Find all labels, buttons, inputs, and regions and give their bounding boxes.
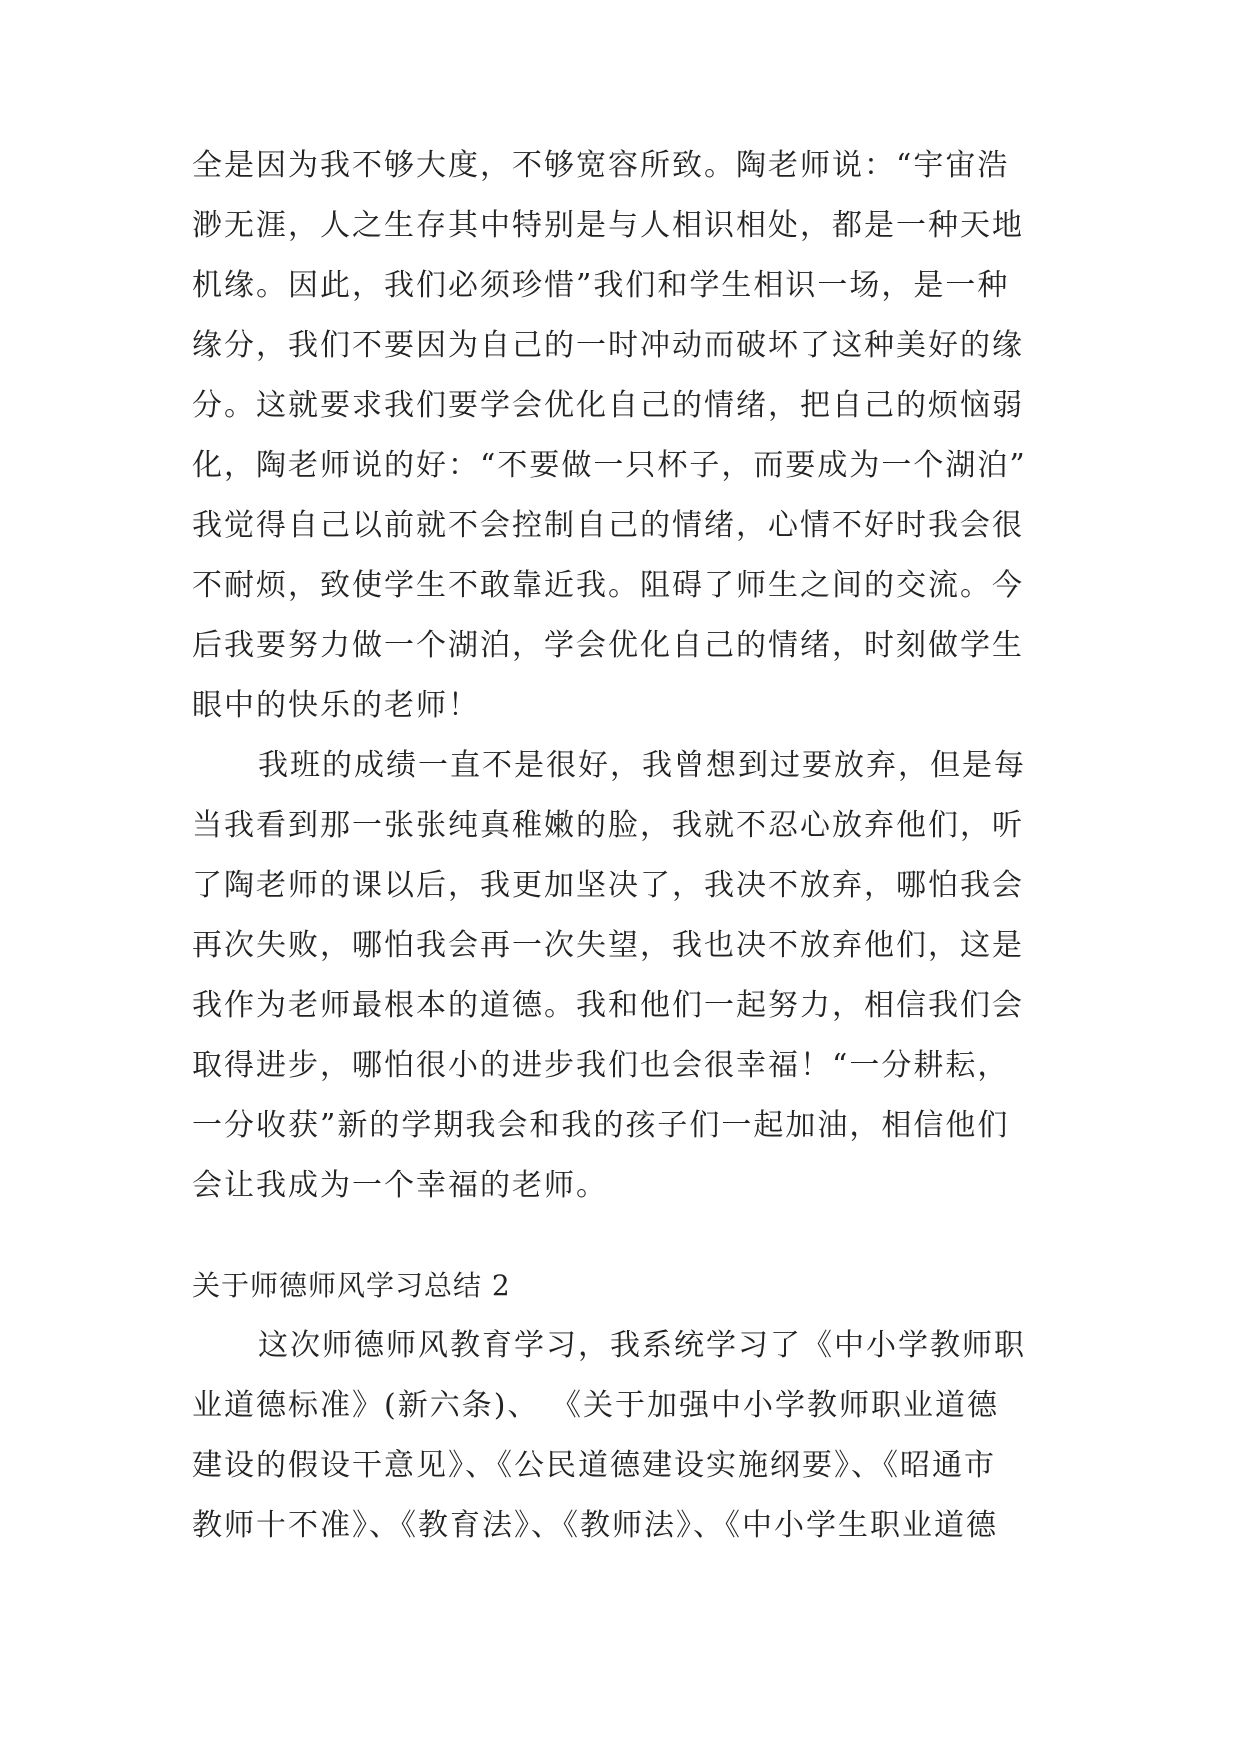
- paragraph-2-line-3: 了陶老师的课以后，我更加坚决了，我决不放弃，哪怕我会: [192, 868, 1024, 903]
- section-paragraph-line-1: 这次师德师风教育学习，我系统学习了《中小学教师职: [258, 1328, 1026, 1363]
- paragraph-1-line-1: 全是因为我不够大度，不够宽容所致。陶老师说：“宇宙浩: [192, 148, 1010, 183]
- paragraph-1-line-3: 机缘。因此，我们必须珍惜”我们和学生相识一场，是一种: [192, 268, 1010, 303]
- section-title: 关于师德师风学习总结 2: [192, 1269, 511, 1302]
- paragraph-2-line-5: 我作为老师最根本的道德。我和他们一起努力，相信我们会: [192, 988, 1024, 1023]
- paragraph-1-line-7: 我觉得自己以前就不会控制自己的情绪，心情不好时我会很: [192, 508, 1024, 543]
- paragraph-2-line-4: 再次失败，哪怕我会再一次失望，我也决不放弃他们，这是: [192, 928, 1024, 963]
- paragraph-2-line-7: 一分收获”新的学期我会和我的孩子们一起加油，相信他们: [192, 1108, 1010, 1143]
- section-paragraph-line-2: 业道德标准》(新六条)、 《关于加强中小学教师职业道德: [192, 1388, 999, 1423]
- paragraph-1-line-9: 后我要努力做一个湖泊，学会优化自己的情绪，时刻做学生: [192, 628, 1024, 663]
- paragraph-1-line-2: 渺无涯，人之生存其中特别是与人相识相处，都是一种天地: [192, 208, 1024, 243]
- paragraph-2-line-8: 会让我成为一个幸福的老师。: [192, 1168, 608, 1203]
- paragraph-1-line-5: 分。这就要求我们要学会优化自己的情绪，把自己的烦恼弱: [192, 388, 1024, 423]
- paragraph-1-line-6: 化，陶老师说的好：“不要做一只杯子，而要成为一个湖泊”: [192, 448, 1027, 483]
- section-paragraph-line-4: 教师十不准》、《教育法》、《教师法》、《中小学生职业道德: [192, 1508, 998, 1543]
- section-paragraph-line-3: 建设的假设干意见》、《公民道德建设实施纲要》、《昭通市: [192, 1448, 996, 1483]
- paragraph-2-line-2: 当我看到那一张张纯真稚嫩的脸，我就不忍心放弃他们，听: [192, 808, 1024, 843]
- paragraph-1-line-4: 缘分，我们不要因为自己的一时冲动而破坏了这种美好的缘: [192, 328, 1024, 363]
- paragraph-2-line-1: 我班的成绩一直不是很好，我曾想到过要放弃，但是每: [258, 748, 1026, 783]
- paragraph-1-line-8: 不耐烦，致使学生不敢靠近我。阻碍了师生之间的交流。今: [192, 568, 1024, 603]
- paragraph-1-line-10: 眼中的快乐的老师！: [192, 688, 480, 723]
- paragraph-2-line-6: 取得进步，哪怕很小的进步我们也会很幸福！“一分耕耘，: [192, 1048, 1010, 1083]
